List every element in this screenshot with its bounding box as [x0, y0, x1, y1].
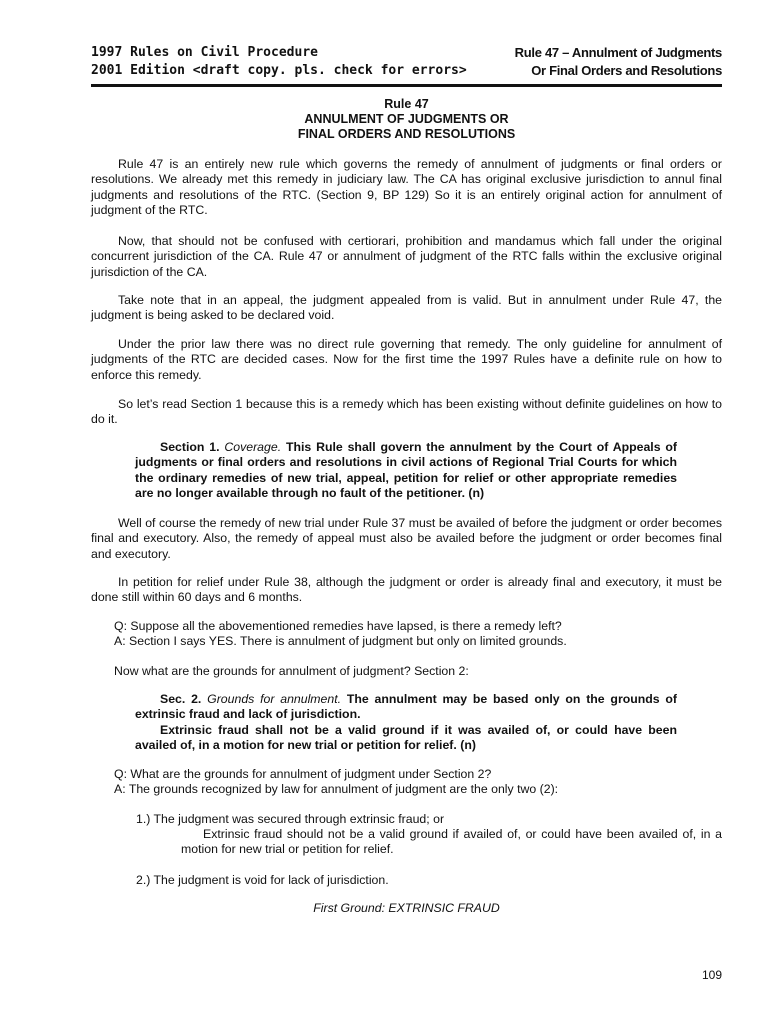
- section-2-caption: Grounds for annulment.: [207, 692, 342, 706]
- qa-remedy-left: [114, 619, 722, 650]
- section-2-label: Sec. 2.: [160, 692, 202, 706]
- subheading-extrinsic-fraud: First Ground: EXTRINSIC FRAUD: [313, 901, 500, 915]
- header-left: [91, 44, 467, 80]
- list-item-2: 2.) The judgment is void for lack of jurisdiction.: [136, 873, 389, 887]
- rule-number: Rule 47: [384, 97, 429, 111]
- paragraph-5: So let’s read Section 1 because this is a remedy which has been existing without definite guidelines on how to do it.: [91, 397, 722, 427]
- paragraph-2: Now, that should not be confused with certiorari, prohibition and mandamus which fall under the original concurrent jurisdiction of the CA. Rule 47 or annulment of judgment of the RTC falls within the exclusive original jurisdiction of the CA.: [91, 234, 722, 279]
- header-rule-title: Rule 47 – Annulment of Judgments: [514, 45, 722, 60]
- question-text: Q: What are the grounds for annulment of judgment under Section 2?: [114, 767, 492, 781]
- paragraph-3: Take note that in an appeal, the judgment appealed from is valid. But in annulment under Rule 47, the judgment is being asked to be declared void.: [91, 293, 722, 323]
- page-number: 109: [701, 968, 722, 982]
- section-1-quote: [135, 440, 677, 501]
- paragraph-1: Rule 47 is an entirely new rule which governs the remedy of annulment of judgments or final orders or resolutions. We already met this remedy in judiciary law. The CA has original exclusive jurisdiction to annul final judgments and resolutions of the RTC. (Section 9, BP 129) So it is an entirely original action for annulment of judgment of the RTC.: [91, 157, 722, 217]
- section-2-text2: Extrinsic fraud shall not be a valid ground if it was availed of, or could have been availed of, in a motion for new trial or petition for relief. (n): [135, 722, 677, 752]
- list-item-1: 1.) The judgment was secured through extrinsic fraud; or: [136, 812, 445, 826]
- header-rule-subtitle: Or Final Orders and Resolutions: [531, 63, 722, 78]
- paragraph-6: Well of course the remedy of new trial under Rule 37 must be availed of before the judgment or order becomes final and executory. Also, the remedy of appeal must also be availed before the judgment or order becomes final and executory.: [91, 516, 722, 561]
- paragraph-4: Under the prior law there was no direct rule governing that remedy. The only guideline for annulment of judgments of the RTC are decided cases. Now for the first time the 1997 Rules have a definite rule on how to enforce this remedy.: [91, 337, 722, 382]
- section-1-text: This Rule shall govern the annulment by the Court of Appeals of judgments or final orders and resolutions in civil actions of Regional Trial Courts for which the ordinary remedies of new trial, appeal, petition for relief or other appropriate remedies are no longer available through no fault of the petitioner. (n): [135, 440, 677, 500]
- section-1-caption: Coverage.: [224, 440, 282, 454]
- rule-title: [91, 97, 722, 142]
- rule-heading-line1: ANNULMENT OF JUDGMENTS OR: [304, 112, 509, 126]
- section-1-label: Section 1.: [160, 440, 220, 454]
- header-edition: 2001 Edition <draft copy. pls. check for errors>: [91, 63, 467, 78]
- header-book-title: 1997 Rules on Civil Procedure: [91, 45, 318, 60]
- qa-grounds: [114, 767, 722, 798]
- header-right: [515, 44, 722, 80]
- section-2-text1: The annulment may be based only on the grounds of extrinsic fraud and lack of jurisdiction.: [135, 692, 678, 722]
- paragraph-7: In petition for relief under Rule 38, although the judgment or order is already final and executory, it must be done still within 60 days and 6 months.: [91, 575, 722, 605]
- list-item-1-note: Extrinsic fraud should not be a valid ground if availed of, or could have been availed of, in a motion for new trial or petition for relief.: [181, 827, 722, 857]
- grounds-question: Now what are the grounds for annulment of judgment? Section 2:: [114, 664, 469, 678]
- answer-text: A: Section I says YES. There is annulment of judgment but only on limited grounds.: [114, 634, 567, 649]
- section-2-quote: [135, 692, 677, 753]
- answer-text: A: The grounds recognized by law for annulment of judgment are the only two (2):: [114, 782, 559, 797]
- header-divider: [91, 84, 722, 87]
- question-text: Q: Suppose all the abovementioned remedies have lapsed, is there a remedy left?: [114, 619, 562, 633]
- rule-heading-line2: FINAL ORDERS AND RESOLUTIONS: [297, 127, 516, 141]
